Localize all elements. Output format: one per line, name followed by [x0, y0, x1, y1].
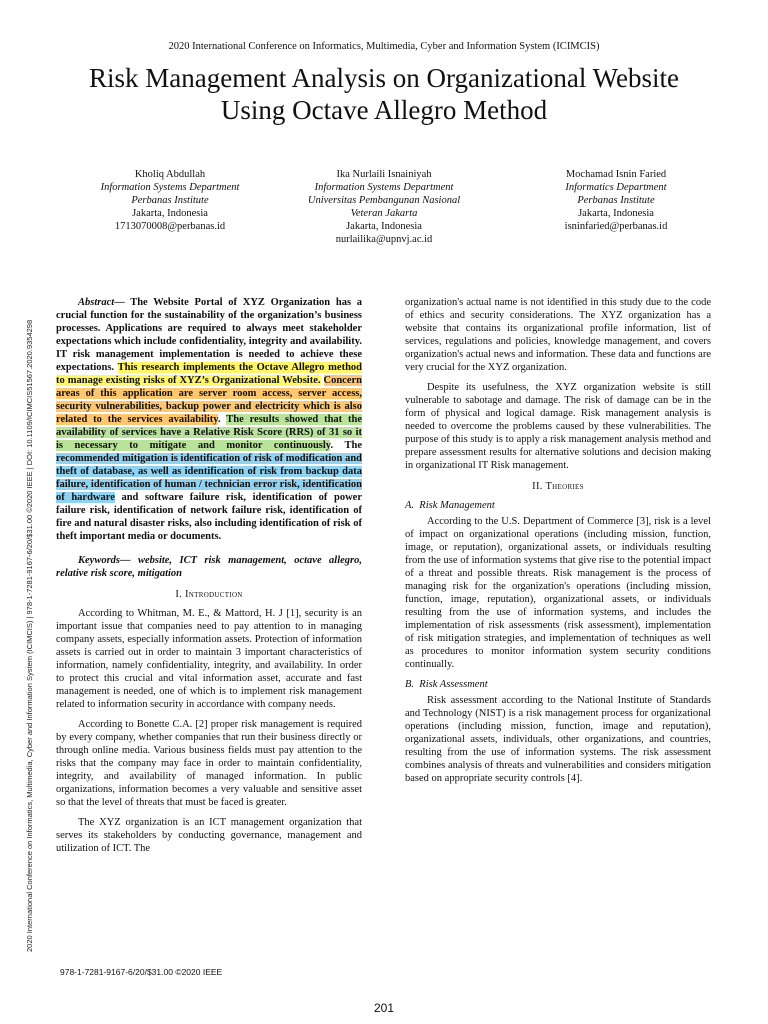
- section-number: I.: [175, 589, 183, 600]
- body-paragraph: According to the U.S. Department of Commerce [3], risk is a level of impact on organizational operations (including mission, function, image, or reputation), organizational assets, or individuals resulting from the use of information systems that give rise to the potential impact of a threat and possible threats. Risk management is the process of managing risk for the organization's operations (including mission, function, image, reputation), organizational assets, or individuals resulting from the use of information systems, and includes the implementation of risk assessments (risk assessment), implementation of risk mitigation strategies, and implementation of techniques as well as procedures to monitor information system security conditions continually.: [405, 516, 711, 670]
- author-email[interactable]: isninfaried@perbanas.id: [564, 221, 668, 232]
- abstract-text: and software failure risk, identification of power failure risk, identification of network failure risk, identification of fire and natural disaster risks, also including identification of risk of theft important media or documents.: [56, 492, 362, 542]
- keywords-label: Keywords: [78, 555, 120, 566]
- keywords-text: website, ICT risk management, octave allegro, relative risk score, mitigation: [56, 555, 363, 579]
- right-column: [405, 296, 711, 792]
- abstract-text: .: [217, 414, 227, 425]
- page-number: 201: [373, 1001, 395, 1015]
- intro-paragraph: The XYZ organization is an ICT management organization that serves its stakeholders by conducting governance, management and utilization of ICT. The: [56, 817, 362, 854]
- subsection-title: Risk Assessment: [419, 679, 488, 690]
- keywords-dash: —: [120, 555, 138, 566]
- section-heading-theories: [405, 480, 711, 493]
- author-name: Mochamad Isnin Faried: [565, 169, 667, 180]
- highlight-blue: recommended mitigation is identification of risk of modification and theft of database, as well as identification of risk from backup data failure, identification of human / technician error risk, identification of hardware: [56, 453, 362, 503]
- intro-paragraph: According to Bonette C.A. [2] proper risk management is required by every company, whether companies that run their business directly or through online media. Various business fields must pay attention to the risks that the company may face in order to maintain confidentiality, integrity, and availability of managed information. In public organizations, information becomes a very valuable and sensitive asset so that the level of threats that must be faced is greater.: [56, 719, 362, 808]
- author-location: Jakarta, Indonesia: [346, 221, 422, 232]
- author-2: [264, 168, 504, 246]
- author-inst: Universitas Pembangunan Nasional: [307, 195, 461, 206]
- author-name: Ika Nurlaili Isnainiyah: [336, 169, 432, 180]
- conference-header: 2020 International Conference on Informatics, Multimedia, Cyber and Information System (ICIMCIS): [168, 41, 600, 52]
- author-inst-2: Veteran Jakarta: [350, 208, 418, 219]
- author-dept: Information Systems Department: [100, 182, 240, 193]
- body-paragraph: organization's actual name is not identified in this study due to the code of ethics and security considerations. The XYZ organization has a website that contains its organizational profile information, list of services, regulations and policies, knowledge management, and covers organization's actual news and information. These data and functions are very crucial for the XYZ organization.: [405, 297, 711, 373]
- author-dept: Information Systems Department: [314, 182, 454, 193]
- abstract-text: The Website Portal of XYZ Organization has a crucial function for the sustainability of the organization’s business processes. Applications are required to always meet stakeholder expectations which include confidentiality, integrity and availability. IT risk management implementation is needed to achieve these expectations.: [56, 297, 362, 373]
- highlight-orange: Concern areas of this application are server room access, server access, security vulnerabilities, backup power and electricity which is also related to the services availability: [56, 375, 362, 425]
- author-inst: Perbanas Institute: [577, 195, 655, 206]
- author-name: Kholiq Abdullah: [134, 169, 206, 180]
- left-column: [56, 296, 362, 862]
- author-location: Jakarta, Indonesia: [132, 208, 208, 219]
- abstract-text: . The: [330, 440, 362, 451]
- body-paragraph: Despite its usefulness, the XYZ organization website is still vulnerable to sabotage and damage. The risk of damage can be in the form of physical and logical damage. Risk management analysis is needed to overcome the problems caused by these vulnerabilities. The purpose of this study is to apply a risk management analysis method and prepare assessment results for alternative solutions and decision making in organizational IT Risk management.: [405, 382, 711, 471]
- author-email[interactable]: nurlailika@upnvj.ac.id: [335, 234, 433, 245]
- subsection-label: A.: [405, 500, 415, 511]
- paper-title: Risk Management Analysis on Organizational Website Using Octave Allegro Method: [89, 63, 679, 125]
- abstract-dash: —: [114, 297, 131, 308]
- subsection-title: Risk Management: [419, 500, 495, 511]
- keywords: [56, 554, 362, 580]
- author-3: [496, 168, 736, 233]
- highlight-green: The results showed that the availability of services have a Relative Risk Score (RRS) of 31 so it is necessary to mitigate and monitor continuously: [56, 414, 362, 451]
- subsection-heading-risk-management: [405, 499, 711, 512]
- author-inst: Perbanas Institute: [131, 195, 209, 206]
- author-1: [50, 168, 290, 233]
- subsection-heading-risk-assessment: [405, 678, 711, 691]
- intro-paragraph: According to Whitman, M. E., & Mattord, H. J [1], security is an important issue that companies need to pay attention to in managing company assets, especially information assets. Protection of information assets is carried out in order to maintain 3 important characteristics of information, namely confidentiality, integrity, and availability. In order to protect this crucial and vital information asset, accurate and fast management is needed, one of which is to implement risk management related to information security in accordance with company needs.: [56, 608, 362, 710]
- section-title: Theories: [545, 481, 584, 492]
- abstract: [56, 296, 362, 543]
- author-email[interactable]: 1713070008@perbanas.id: [114, 221, 226, 232]
- body-paragraph: Risk assessment according to the National Institute of Standards and Technology (NIST) is a risk management process for organizational operations (including mission, function, image and reputation), organizational assets, individuals, other organizations, and countries, resulting from the use of information systems. The risk assessment combines analysis of threats and vulnerabilities and considers mitigation based on appropriate security controls [4].: [405, 695, 711, 784]
- subsection-label: B.: [405, 679, 415, 690]
- section-title: Introduction: [185, 589, 243, 600]
- author-dept: Informatics Department: [565, 182, 667, 193]
- section-number: II.: [532, 481, 543, 492]
- doi-sidebar: 2020 International Conference on Informatics, Multimedia, Cyber and Information System (ICIMCIS) | 978-1-7281-9167-6/20/$31.00 ©2020 IEEE | DOI: 10.1109/ICIMCIS51567.2020.9354298: [25, 319, 34, 952]
- copyright-footer: 978-1-7281-9167-6/20/$31.00 ©2020 IEEE: [60, 967, 223, 977]
- abstract-label: Abstract: [78, 297, 115, 308]
- author-location: Jakarta, Indonesia: [578, 208, 654, 219]
- highlight-yellow: This research implements the Octave Allegro method to manage existing risks of XYZ’s Organizational Website.: [56, 362, 363, 386]
- section-heading-introduction: [56, 588, 362, 601]
